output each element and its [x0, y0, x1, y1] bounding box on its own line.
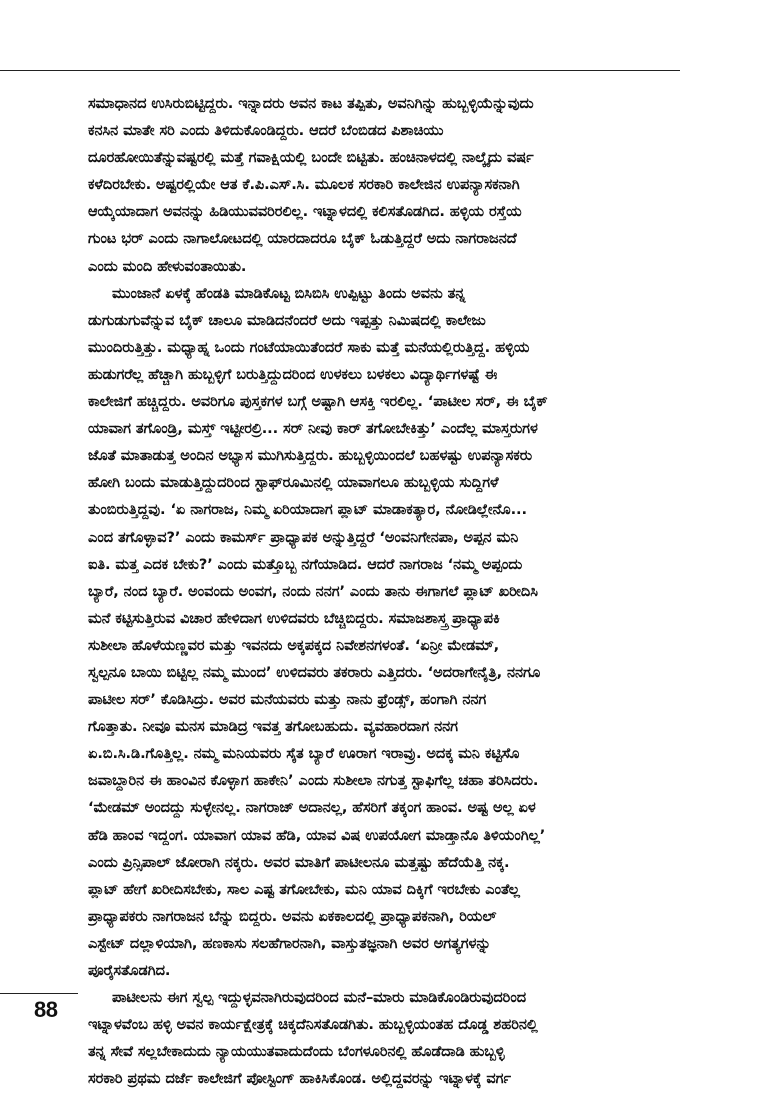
text-line: ಹುಡುಗರೆಲ್ಲ ಹೆಚ್ಚಾಗಿ ಹುಬ್ಬಳ್ಳಿಗೆ ಬರುತ್ತಿದ್ದುದರಿಂದ ಉಳಕಲು ಬಳಕಲು ವಿದ್ಯಾರ್ಥಿಗಳಷ್ಟೆ ಈ [88, 365, 498, 383]
paragraph [88, 280, 688, 984]
text-line: ಜವಾಬ್ದಾರಿನ ಈ ಹಾಂವಿನ ಕೊಳ್ಳಾಗ ಹಾಕೇನಿ’ ಎಂದು ಸುಶೀಲಾ ನಗುತ್ತ ಸ್ಟಾಫಿಗೆಲ್ಲ ಚಹಾ ತರಿಸಿದರು. [88, 772, 539, 790]
text-line: ಹೆಡಿ ಹಾಂವ ಇದ್ದಂಗ. ಯಾವಾಗ ಯಾವ ಹೆಡಿ, ಯಾವ ವಿಷ ಉಪಯೋಗ ಮಾಡ್ತಾನೊ ತಿಳಿಯಂಗಿಲ್ಲ’ [88, 826, 546, 844]
text-line: ತುಂಬಿರುತ್ತಿದ್ದವು. ‘ಏ ನಾಗರಾಜ, ನಿಮ್ಮ ಏರಿಯಾದಾಗ ಪ್ಲಾಟ್ ಮಾಡಾಕತ್ಯಾರ, ನೋಡಿಲ್ಲೇನೊ... [88, 501, 527, 519]
paragraph [88, 984, 688, 1092]
text-line: ಎಂದು ಮಂದಿ ಹೇಳುವಂತಾಯಿತು. [88, 257, 247, 275]
text-line: ಪಾಟೀಲನು ಈಗ ಸ್ವಲ್ಪ ಇದ್ದುಳ್ಳವನಾಗಿರುವುದರಿಂದ ಮನೆ–ಮಾರು ಮಾಡಿಕೊಂಡಿರುವುದರಿಂದ [112, 989, 527, 1007]
text-line: ಹೋಗಿ ಬಂದು ಮಾಡುತ್ತಿದ್ದುದರಿಂದ ಸ್ಟಾಫ್‌ರೂಮಿನಲ್ಲಿ ಯಾವಾಗಲೂ ಹುಬ್ಬಳ್ಳಿಯ ಸುದ್ದಿಗಳೆ [88, 474, 499, 492]
text-line: ಮನೆ ಕಟ್ಟಿಸುತ್ತಿರುವ ವಿಚಾರ ಹೇಳಿದಾಗ ಉಳಿದವರು ಬೆಚ್ಚಿಬಿದ್ದರು. ಸಮಾಜಶಾಸ್ತ್ರ ಪ್ರಾಧ್ಯಾಪಕಿ [88, 609, 500, 627]
text-line: ಬ್ಯಾರೆ, ನಂದ ಬ್ಯಾರೆ. ಅಂವಂದು ಅಂವಗ, ನಂದು ನನಗ’ ಎಂದು ತಾನು ಈಗಾಗಲೆ ಪ್ಲಾಟ್ ಖರೀದಿಸಿ [88, 582, 538, 600]
text-line: ಮುಂದಿರುತ್ತಿತ್ತು. ಮಧ್ಯಾಹ್ನ ಒಂದು ಗಂಟೆಯಾಯಿತೆಂದರೆ ಸಾಕು ಮತ್ತೆ ಮನೆಯಲ್ಲಿರುತ್ತಿದ್ದ. ಹಳ್ಳಿಯ [88, 338, 530, 356]
text-line: ಪಾಟೀಲ ಸರ್’ ಕೊಡಿಸಿದ್ರು. ಅವರ ಮನೆಯವರು ಮತ್ತು ನಾನು ಫ್ರೆಂಡ್ಸ್, ಹಂಗಾಗಿ ನನಗ [88, 691, 487, 709]
text-line: ಏ.ಬಿ.ಸಿ.ಡಿ.ಗೊತ್ತಿಲ್ಲ. ನಮ್ಮ ಮನಿಯವರು ಸೈತ ಬ್ಯಾರೆ ಊರಾಗ ಇರಾವ್ರು. ಅದಕ್ಕ ಮನಿ ಕಟ್ಟಿಸೊ [88, 745, 520, 763]
text-line: ಗುಂಟ ಭರ್ ಎಂದು ನಾಗಾಲೋಟದಲ್ಲಿ ಯಾರದಾದರೂ ಬೈಕ್ ಓಡುತ್ತಿದ್ದರೆ ಅದು ನಾಗರಾಜನದೆ [88, 230, 517, 248]
text-line: ಕಾಲೇಜಿಗೆ ಹಚ್ಚಿದ್ದರು. ಅವರಿಗೂ ಪುಸ್ತಕಗಳ ಬಗ್ಗೆ ಅಷ್ಟಾಗಿ ಆಸಕ್ತಿ ಇರಲಿಲ್ಲ. ‘ಪಾಟೀಲ ಸರ್, ಈ ಬೈಕ್ [88, 393, 548, 411]
text-line: ಕಳೆದಿರಬೇಕು. ಅಷ್ಟರಲ್ಲಿಯೇ ಆತ ಕೆ.ಪಿ.ಎಸ್.ಸಿ. ಮೂಲಕ ಸರಕಾರಿ ಕಾಲೇಜಿನ ಉಪನ್ಯಾಸಕನಾಗಿ [88, 176, 520, 194]
text-line: ಯಾವಾಗ ತಗೊಂಡ್ರಿ, ಮಸ್ತ್ ಇಟ್ಟೀರಲ್ರಿ... ಸರ್ ನೀವು ಕಾರ್ ತಗೋಬೇಕಿತ್ತು’ ಎಂದೆಲ್ಲ ಮಾಸ್ತರುಗಳ [88, 420, 538, 438]
header-rule [0, 70, 680, 71]
text-line: ಸ್ವಲ್ಪನೂ ಬಾಯಿ ಬಿಟ್ಟಿಲ್ಲ ನಮ್ಮ ಮುಂದ’ ಉಳಿದವರು ತಕರಾರು ಎತ್ತಿದರು. ‘ಅದರಾಗೇನೈತ್ರಿ, ನನಗೂ [88, 663, 541, 681]
text-line: ಸರಕಾರಿ ಪ್ರಥಮ ದರ್ಜೆ ಕಾಲೇಜಿಗೆ ಪೋಸ್ಟಿಂಗ್ ಹಾಕಿಸಿಕೊಂಡ. ಅಲ್ಲಿದ್ದವರನ್ನು ಇಟ್ನಾಳಕ್ಕೆ ವರ್ಗ [88, 1070, 511, 1088]
footer-rule [0, 993, 78, 994]
text-line: ಐತಿ. ಮತ್ತ ಎದಕ ಬೇಕು?’ ಎಂದು ಮತ್ತೊಬ್ಬ ನಗೆಯಾಡಿದ. ಆದರೆ ನಾಗರಾಜ ‘ನಮ್ಮ ಅಪ್ಪಂದು [88, 555, 523, 573]
text-line: ಇಟ್ನಾಳವೆಂಬ ಹಳ್ಳಿ ಅವನ ಕಾರ್ಯಕ್ಷೇತ್ರಕ್ಕೆ ಚಿಕ್ಕದೆನಿಸತೊಡಗಿತು. ಹುಬ್ಬಳ್ಳಿಯಂತಹ ದೊಡ್ಡ ಶಹರಿನಲ್ಲಿ [88, 1016, 538, 1034]
text-line: ದೂರಹೋಯಿತೆನ್ನುವಷ್ಟರಲ್ಲಿ ಮತ್ತೆ ಗವಾಕ್ಷಿಯಲ್ಲಿ ಬಂದೇ ಬಿಟ್ಟಿತು. ಹಂಚಿನಾಳದಲ್ಲಿ ನಾಲ್ಕೈದು ವರ್ಷ [88, 149, 534, 167]
text-line: ಎಸ್ಟೇಟ್ ದಲ್ಲಾಳಿಯಾಗಿ, ಹಣಕಾಸು ಸಲಹೆಗಾರನಾಗಿ, ವಾಸ್ತುತಜ್ಞನಾಗಿ ಅವರ ಅಗತ್ಯಗಳನ್ನು [88, 934, 491, 952]
paragraph [88, 90, 688, 280]
text-line: ಸಮಾಧಾನದ ಉಸಿರುಬಿಟ್ಟಿದ್ದರು. ಇನ್ನಾದರು ಅವನ ಕಾಟ ತಪ್ಪಿತು, ಅವನಿಗಿನ್ನು ಹುಬ್ಬಳ್ಳಿಯೆನ್ನುವುದು [88, 95, 534, 112]
text-line: ಎಂದ ತಗೊಳ್ಳಾವ?’ ಎಂದು ಕಾಮರ್ಸ್ ಪ್ರಾಧ್ಯಾಪಕ ಅನ್ನುತ್ತಿದ್ದರೆ ‘ಅಂವನಿಗೇನಪಾ, ಅಪ್ಪನ ಮನಿ [88, 528, 519, 546]
text-line: ಪ್ರಾಧ್ಯಾಪಕರು ನಾಗರಾಜನ ಬೆನ್ನು ಬಿದ್ದರು. ಅವನು ಏಕಕಾಲದಲ್ಲಿ ಪ್ರಾಧ್ಯಾಪಕನಾಗಿ, ರಿಯಲ್ [88, 907, 497, 925]
text-line: ಮುಂಜಾನೆ ಏಳಕ್ಕೆ ಹೆಂಡತಿ ಮಾಡಿಕೊಟ್ಟ ಬಿಸಿಬಿಸಿ ಉಪ್ಪಿಟ್ಟು ತಿಂದು ಅವನು ತನ್ನ [112, 284, 466, 302]
text-line: ತನ್ನ ಸೇವೆ ಸಲ್ಲಬೇಕಾದುದು ನ್ಯಾಯಯುತವಾದುದೆಂದು ಬೆಂಗಳೂರಿನಲ್ಲಿ ಹೊಡೆದಾಡಿ ಹುಬ್ಬಳ್ಳಿ [88, 1043, 505, 1061]
page-number: 88 [34, 997, 58, 1022]
text-line: ಎಂದು ಪ್ರಿನ್ಸಿಪಾಲ್ ಜೋರಾಗಿ ನಕ್ಕರು. ಅವರ ಮಾತಿಗೆ ಪಾಟೀಲನೂ ಮತ್ತಷ್ಟು ಹೆದೆಯೆತ್ತಿ ನಕ್ಕ. [88, 853, 510, 871]
text-line: ಪ್ಲಾಟ್ ಹೇಗೆ ಖರೀದಿಸಬೇಕು, ಸಾಲ ಎಷ್ಟ ತಗೋಬೇಕು, ಮನಿ ಯಾವ ದಿಕ್ಕಿಗೆ ಇರಬೇಕು ಎಂತೆಲ್ಲ [88, 880, 520, 898]
text-line: ಗೊತ್ತಾತು. ನೀವೂ ಮನಸ ಮಾಡಿದ್ರ ಇವತ್ತ ತಗೋಬಹುದು. ವ್ಯವಹಾರದಾಗ ನನಗ [88, 718, 458, 736]
text-line: ಕನಸಿನ ಮಾತೇ ಸರಿ ಎಂದು ತಿಳಿದುಕೊಂಡಿದ್ದರು. ಆದರೆ ಬೆಂಬಿಡದ ಪಿಶಾಚಿಯು [88, 122, 444, 140]
text-line: ಪೂರೈಸತೊಡಗಿದ. [88, 962, 171, 979]
text-line: ಆಯ್ಕೆಯಾದಾಗ ಅವನನ್ನು ಹಿಡಿಯುವವರಿರಲಿಲ್ಲ. ಇಟ್ನಾಳದಲ್ಲಿ ಕಲಿಸತೊಡಗಿದ. ಹಳ್ಳಿಯ ರಸ್ತೆಯ [88, 203, 522, 221]
text-line: ‘ಮೇಡಮ್ ಅಂದದ್ದು ಸುಳ್ಳೇನಲ್ಲ. ನಾಗರಾಜ್ ಅದಾನಲ್ಲ, ಹೆಸರಿಗೆ ತಕ್ಕಂಗ ಹಾಂವ. ಅಷ್ಟ ಅಲ್ಲ ಏಳ [88, 799, 536, 817]
text-line: ಡುಗುಡುಗುವೆನ್ನುವ ಬೈಕ್ ಚಾಲೂ ಮಾಡಿದನೆಂದರೆ ಅದು ಇಪ್ಪತ್ತು ನಿಮಿಷದಲ್ಲಿ ಕಾಲೇಜು [88, 311, 486, 329]
text-line: ಜೊತೆ ಮಾತಾಡುತ್ತ ಅಂದಿನ ಅಭ್ಯಾಸ ಮುಗಿಸುತ್ತಿದ್ದರು. ಹುಬ್ಬಳ್ಳಿಯಿಂದಲೆ ಬಹಳಷ್ಟು ಉಪನ್ಯಾಸಕರು [88, 447, 533, 465]
body-text [88, 90, 688, 1092]
text-line: ಸುಶೀಲಾ ಹೊಳೆಯಣ್ಣವರ ಮತ್ತು ಇವನದು ಅಕ್ಕಪಕ್ಕದ ನಿವೇಶನಗಳಂತೆ. ‘ಏನ್ರೀ ಮೇಡಮ್, [88, 636, 500, 654]
